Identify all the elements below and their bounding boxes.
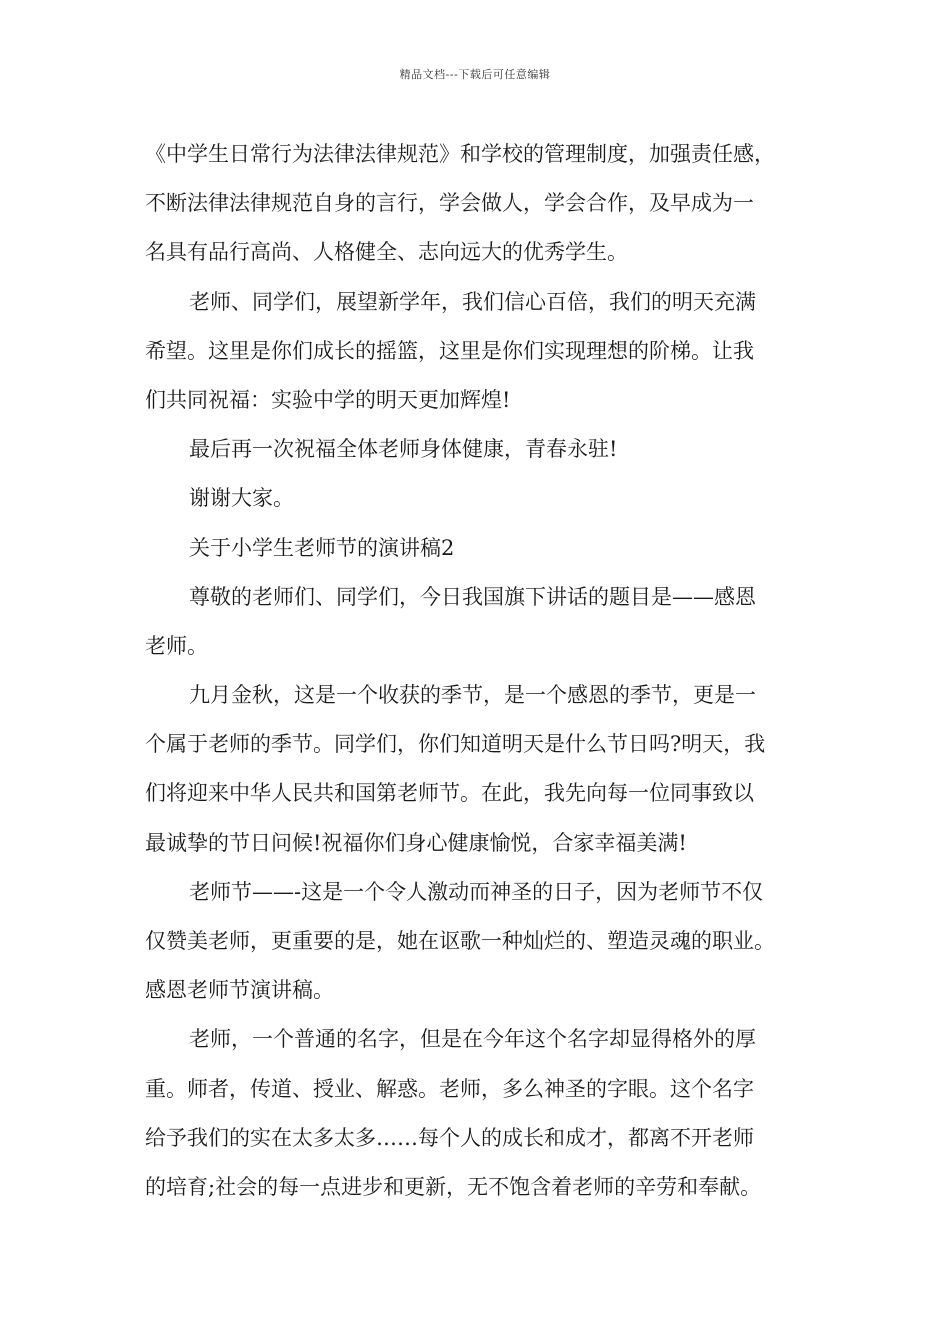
section-title: 关于小学生老师节的演讲稿2 [189,535,455,560]
text-line: 老师、同学们，展望新学年，我们信心百倍，我们的明天充满 [189,289,756,314]
text-line: 重。师者，传道、授业、解惑。老师，多么神圣的字眼。这个名字 [145,1076,754,1101]
text-line: 老师节——-这是一个令人激动而神圣的日子，因为老师节不仅 [189,879,764,904]
page-header: 精品文档---下载后可任意编辑 [399,68,551,81]
text-line: 的培育;社会的每一点进步和更新，无不饱含着老师的辛劳和奉献。 [145,1174,762,1199]
text-line: 们共同祝福：实验中学的明天更加辉煌! [145,387,511,412]
text-line: 尊敬的老师们、同学们，今日我国旗下讲话的题目是——感恩 [189,584,756,609]
text-line: 最后再一次祝福全体老师身体健康，青春永驻! [189,437,618,462]
text-line: 们将迎来中华人民共和国第老师节。在此，我先向每一位同事致以 [145,781,754,806]
text-line: 名具有品行高尚、人格健全、志向远大的优秀学生。 [145,240,628,265]
text-line: 不断法律法律规范自身的言行，学会做人，学会合作，及早成为一 [145,191,754,216]
text-line: 给予我们的实在太多太多……每个人的成长和成才，都离不开老师 [145,1125,754,1150]
text-line: 最诚挚的节日问候!祝福你们身心健康愉悦，合家幸福美满! [145,830,687,855]
text-line: 老师。 [145,633,208,658]
text-line: 谢谢大家。 [189,486,294,511]
text-line: 九月金秋，这是一个收获的季节，是一个感恩的季节，更是一 [189,683,756,708]
text-line: 仅赞美老师，更重要的是，她在讴歌一种灿烂的、塑造灵魂的职业。 [145,929,775,953]
text-line: 感恩老师节演讲稿。 [145,978,334,1003]
text-line: 《中学生日常行为法律法律规范》和学校的管理制度，加强责任感， [145,142,775,166]
text-line: 希望。这里是你们成长的摇篮，这里是你们实现理想的阶梯。让我 [145,338,754,363]
text-line: 老师，一个普通的名字，但是在今年这个名字却显得格外的厚 [189,1027,756,1052]
text-line: 个属于老师的季节。同学们，你们知道明天是什么节日吗?明天，我 [145,732,766,757]
document-body [145,130,820,1212]
